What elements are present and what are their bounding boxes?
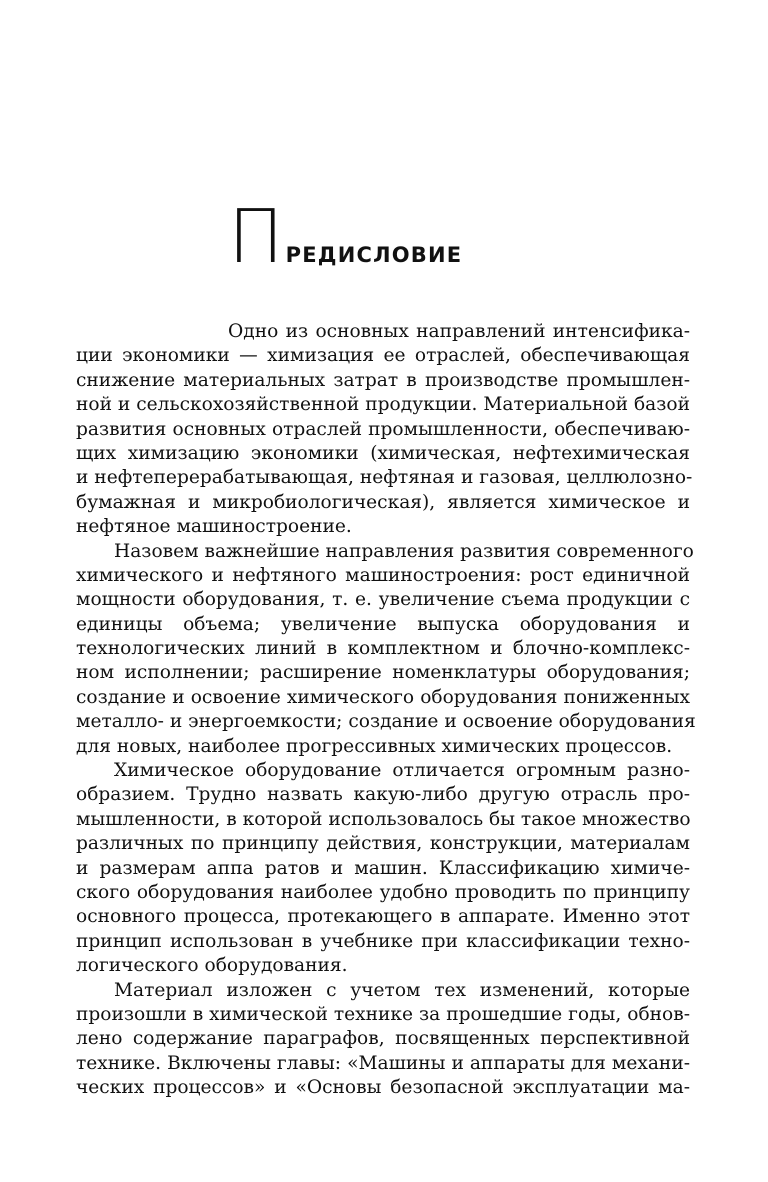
text-line: снижение материальных затрат в производстве промышлен- bbox=[76, 369, 690, 391]
text-line: ческих процессов» и «Основы безопасной эксплуатации ма- bbox=[76, 1077, 690, 1099]
text-line: ной и сельскохозяйственной продукции. Материальной базой bbox=[76, 394, 690, 416]
text-line: развития основных отраслей промышленности, обеспечиваю- bbox=[76, 418, 690, 440]
text-line: и размерам аппа ратов и машин. Классификацию химиче- bbox=[76, 857, 690, 879]
text-line: химического и нефтяного машиностроения: рост единичной bbox=[76, 564, 690, 586]
text-line: ского оборудования наиболее удобно проводить по принципу bbox=[76, 881, 690, 903]
paragraph bbox=[76, 540, 696, 760]
body-text bbox=[76, 320, 696, 1101]
text-line: образием. Трудно назвать какую-либо другую отрасль про- bbox=[76, 784, 690, 806]
text-line: для новых, наиболее прогрессивных химических процессов. bbox=[76, 735, 673, 757]
text-line: логического оборудования. bbox=[76, 955, 348, 977]
text-line: произошли в химической технике за прошедшие годы, обнов- bbox=[76, 1003, 690, 1025]
text-line: ции экономики — химизация ее отраслей, обеспечивающая bbox=[76, 345, 690, 367]
paragraph bbox=[76, 979, 690, 1101]
text-line: принцип использован в учебнике при классификации техно- bbox=[76, 930, 690, 952]
heading-rest: РЕДИСЛОВИЕ bbox=[285, 243, 463, 267]
text-line: Материал изложен с учетом тех изменений, которые bbox=[114, 979, 690, 1001]
text-line: Назовем важнейшие направления развития современного bbox=[114, 540, 694, 562]
text-line: различных по принципу действия, конструкции, материалам bbox=[76, 833, 690, 855]
text-line: Химическое оборудование отличается огромным разно- bbox=[114, 760, 690, 782]
text-line: нефтяное машиностроение. bbox=[76, 516, 352, 538]
heading-initial-letter: П bbox=[228, 194, 284, 280]
text-line: создание и освоение химического оборудования пониженных bbox=[76, 686, 690, 708]
text-line: мощности оборудования, т. е. увеличение съема продукции с bbox=[76, 589, 690, 611]
paragraph bbox=[76, 320, 693, 540]
text-line: металло- и энергоемкости; создание и освоение оборудования bbox=[76, 711, 696, 733]
text-line: основного процесса, протекающего в аппарате. Именно этот bbox=[76, 906, 690, 928]
text-line: технике. Включены главы: «Машины и аппараты для механи- bbox=[76, 1052, 690, 1074]
text-line: мышленности, в которой использовалось бы такое множество bbox=[76, 808, 691, 830]
text-line: единицы объема; увеличение выпуска оборудования и bbox=[76, 613, 690, 635]
paragraph bbox=[76, 759, 690, 979]
text-line: Одно из основных направлений интенсифика- bbox=[228, 321, 690, 342]
text-line: технологических линий в комплектном и блочно-комплекс- bbox=[76, 638, 690, 660]
text-line: щих химизацию экономики (химическая, нефтехимическая bbox=[76, 442, 690, 464]
text-line: и нефтеперерабатывающая, нефтяная и газовая, целлюлозно- bbox=[76, 467, 693, 489]
text-line: бумажная и микробиологическая), является химическое и bbox=[76, 491, 690, 513]
text-line: лено содержание параграфов, посвященных перспективной bbox=[76, 1028, 690, 1050]
text-line: ном исполнении; расширение номенклатуры оборудования; bbox=[76, 662, 690, 684]
chapter-heading bbox=[228, 194, 463, 280]
